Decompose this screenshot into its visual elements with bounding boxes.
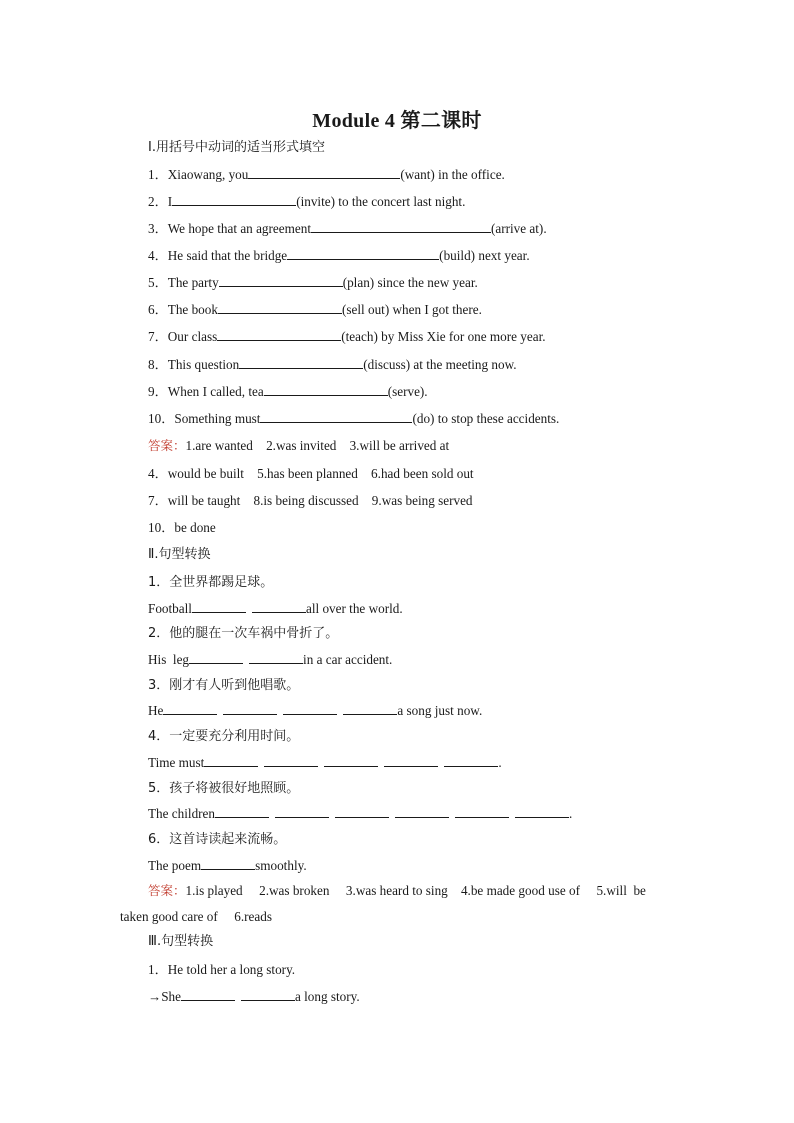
answer-blank[interactable]	[218, 301, 342, 314]
section-3-heading: Ⅲ.句型转换	[148, 934, 214, 949]
question-2-6-chinese: 6．这首诗读起来流畅。	[148, 832, 287, 847]
question-1-1: 1．Xiaowang, you (want) in the office.	[148, 167, 505, 182]
answer-blank[interactable]	[283, 702, 337, 715]
question-2-3-chinese: 3．刚才有人听到他唱歌。	[148, 678, 300, 693]
answer-blank[interactable]	[324, 754, 378, 767]
answer-blank[interactable]	[260, 410, 412, 423]
answer-label: 答案：	[148, 883, 186, 898]
answer-blank[interactable]	[181, 988, 235, 1001]
section-1-answers-line-1: 答案：1.are wanted 2.was invited 3.will be arrived at	[148, 438, 450, 453]
question-2-1: Football all over the world.	[148, 601, 403, 616]
question-1-2: 2．I (invite) to the concert last night.	[148, 194, 466, 209]
section-2-answers-line-2: taken good care of 6.reads	[120, 909, 272, 924]
answer-blank[interactable]	[215, 805, 269, 818]
question-2-4-chinese: 4．一定要充分利用时间。	[148, 729, 300, 744]
answer-blank[interactable]	[163, 702, 217, 715]
question-2-4: Time must .	[148, 755, 502, 770]
answer-blank[interactable]	[204, 754, 258, 767]
answer-blank[interactable]	[239, 356, 363, 369]
question-1-4: 4．He said that the bridge (build) next year.	[148, 248, 530, 263]
section-1-heading: Ⅰ.用括号中动词的适当形式填空	[148, 140, 325, 155]
question-3-1: 1．He told her a long story.	[148, 962, 296, 977]
section-2-answers-line-1: 答案：1.is played 2.was broken 3.was heard to sing 4.be made good use of 5.will be	[148, 883, 646, 898]
answer-blank[interactable]	[189, 651, 243, 664]
answer-blank[interactable]	[249, 651, 303, 664]
answer-blank[interactable]	[248, 166, 400, 179]
answer-blank[interactable]	[515, 805, 569, 818]
section-1-answers-line-3: 7．will be taught 8.is being discussed 9.was being served	[148, 493, 473, 508]
answer-blank[interactable]	[252, 600, 306, 613]
answer-blank[interactable]	[455, 805, 509, 818]
question-2-5: The children .	[148, 806, 573, 821]
question-1-8: 8．This question (discuss) at the meeting now.	[148, 357, 517, 372]
question-1-6: 6．The book (sell out) when I got there.	[148, 302, 482, 317]
answer-blank[interactable]	[384, 754, 438, 767]
answer-blank[interactable]	[395, 805, 449, 818]
answer-blank[interactable]	[264, 754, 318, 767]
answer-blank[interactable]	[201, 857, 255, 870]
page-title: Module 4 第二课时	[312, 110, 482, 132]
question-2-2-chinese: 2．他的腿在一次车祸中骨折了。	[148, 626, 339, 641]
answer-blank[interactable]	[444, 754, 498, 767]
answer-blank[interactable]	[287, 247, 439, 260]
answer-label: 答案：	[148, 438, 186, 453]
answer-blank[interactable]	[217, 328, 341, 341]
answer-blank[interactable]	[192, 600, 246, 613]
answer-blank[interactable]	[311, 220, 491, 233]
section-1-answers-line-2: 4．would be built 5.has been planned 6.had been sold out	[148, 466, 474, 481]
answer-blank[interactable]	[343, 702, 397, 715]
answer-blank[interactable]	[223, 702, 277, 715]
question-2-6: The poem smoothly.	[148, 858, 307, 873]
question-1-7: 7．Our class (teach) by Miss Xie for one more year.	[148, 329, 546, 344]
question-2-2: His leg in a car accident.	[148, 652, 393, 667]
answer-blank[interactable]	[275, 805, 329, 818]
question-1-9: 9．When I called, tea (serve).	[148, 384, 428, 399]
section-2-heading: Ⅱ.句型转换	[148, 547, 211, 562]
question-2-1-chinese: 1．全世界都踢足球。	[148, 575, 274, 590]
question-2-3: He a song just now.	[148, 703, 483, 718]
question-1-5: 5．The party (plan) since the new year.	[148, 275, 478, 290]
question-1-10: 10．Something must (do) to stop these accidents.	[148, 411, 560, 426]
answer-blank[interactable]	[219, 274, 343, 287]
answer-blank[interactable]	[241, 988, 295, 1001]
question-1-3: 3．We hope that an agreement (arrive at).	[148, 221, 547, 236]
answer-blank[interactable]	[172, 193, 296, 206]
answer-blank[interactable]	[264, 383, 388, 396]
answer-blank[interactable]	[335, 805, 389, 818]
section-1-answers-line-4: 10．be done	[148, 520, 216, 535]
question-2-5-chinese: 5．孩子将被很好地照顾。	[148, 781, 300, 796]
question-3-1-rewrite: →She a long story.	[148, 989, 360, 1004]
